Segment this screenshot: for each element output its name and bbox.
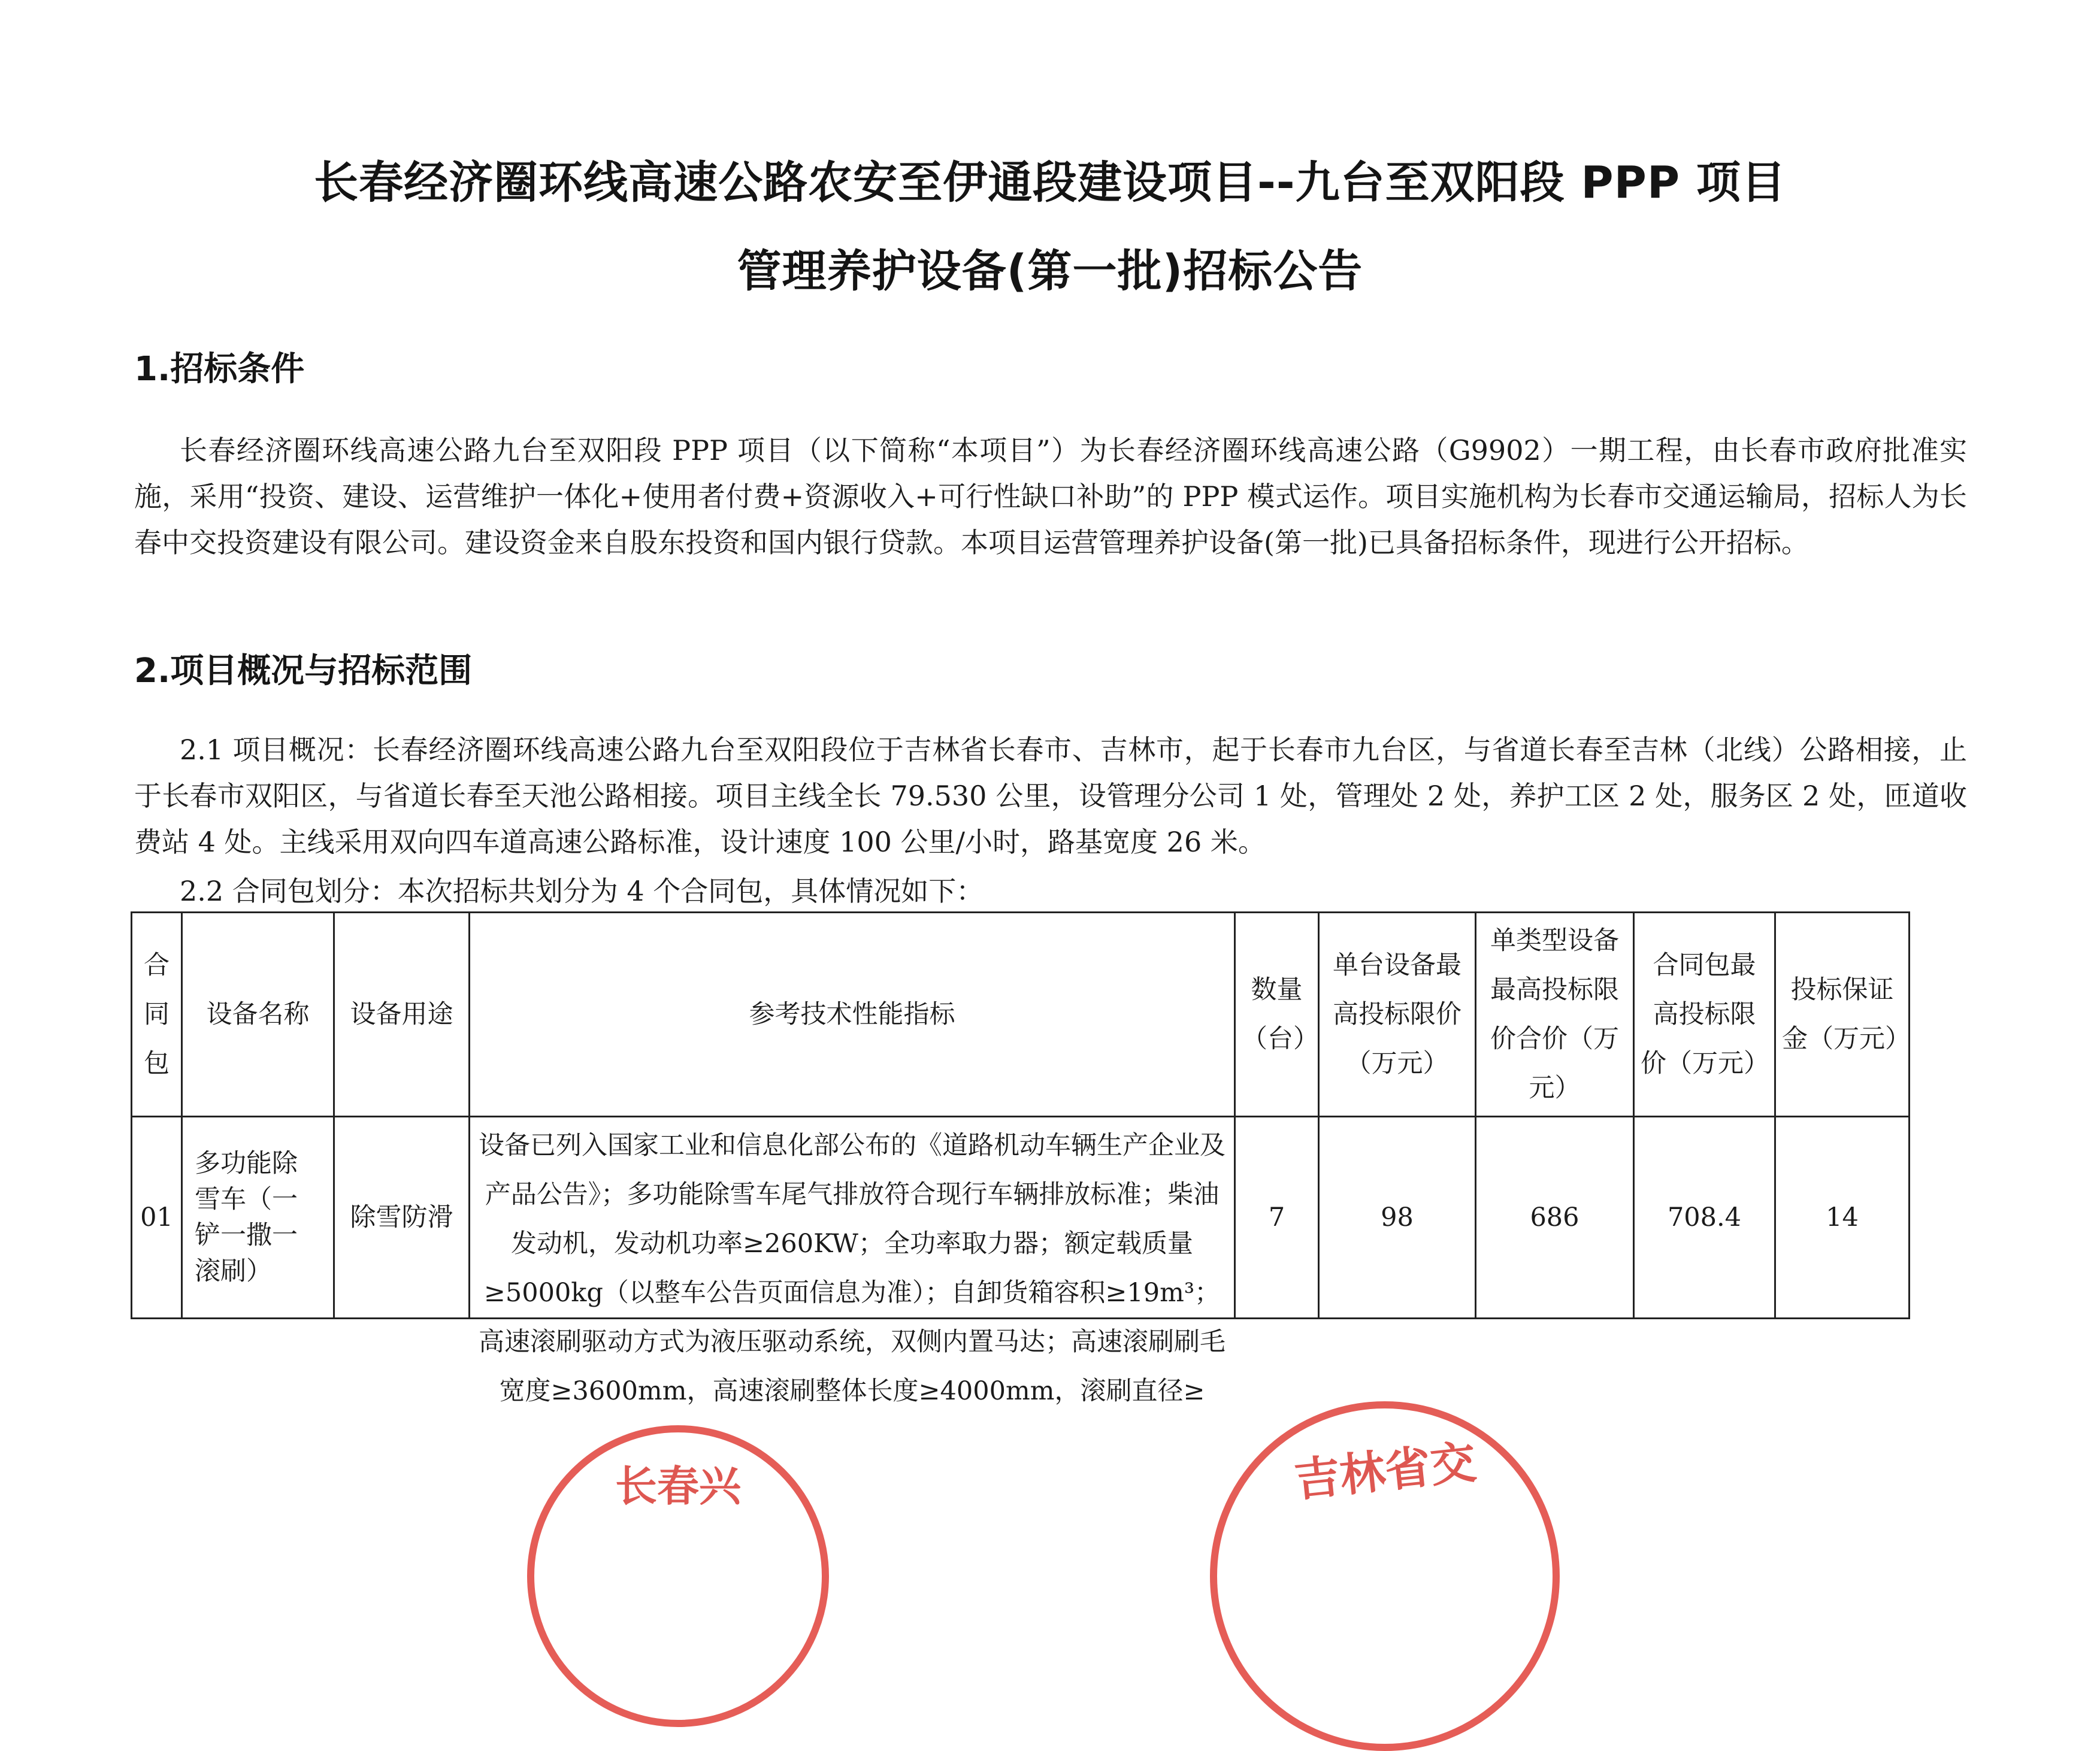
official-seal-left xyxy=(527,1425,829,1727)
cell-unit-price: 98 xyxy=(1319,1117,1476,1319)
project-overview-paragraph: 2.1 项目概况：长春经济圈环线高速公路九台至双阳段位于吉林省长春市、吉林市，起于长春市九台区，与省道长春至吉林（北线）公路相接，止于长春市双阳区，与省道长春至天池公路相接。项目主线全长 79.530 公里，设管理分公司 1 处，管理处 2 处，养护工区 2 处，服务区 2 处，匝道收费站 4 处。主线采用双向四车道高速公路标准，设计速度 100 公里/小时，路基宽度 26 米。 xyxy=(134,734,1967,858)
header-equipment-name: 设备名称 xyxy=(182,913,334,1117)
cell-quantity: 7 xyxy=(1235,1117,1319,1319)
cell-equipment-name: 多功能除雪车（一铲一撒一滚刷） xyxy=(182,1117,334,1319)
section1-paragraph: 长春经济圈环线高速公路九台至双阳段 PPP 项目（以下简称“本项目”）为长春经济圈环线高速公路（G9902）一期工程，由长春市政府批准实施，采用“投资、建设、运营维护一体化+使用者付费+资源收入+可行性缺口补助”的 PPP 模式运作。项目实施机构为长春市交通运输局，招标人为长春中交投资建设有限公司。建设资金来自股东投资和国内银行贷款。本项目运营管理养护设备(第一批)已具备招标条件，现进行公开招标。 xyxy=(134,434,1967,559)
header-spec: 参考技术性能指标 xyxy=(470,913,1235,1117)
cell-package-price: 708.4 xyxy=(1634,1117,1775,1319)
cell-deposit: 14 xyxy=(1775,1117,1910,1319)
cell-package: 01 xyxy=(132,1117,182,1319)
header-bid-deposit: 投标保证金（万元） xyxy=(1775,913,1910,1117)
header-quantity: 数量（台） xyxy=(1235,913,1319,1117)
official-seal-right xyxy=(1210,1401,1560,1751)
table-header-row xyxy=(132,913,1910,1117)
cell-type-price: 686 xyxy=(1476,1117,1634,1319)
seal-left-text: 长春兴 xyxy=(615,1462,741,1511)
header-type-price-limit: 单类型设备最高投标限价合价（万元） xyxy=(1476,913,1634,1117)
contract-intro-paragraph: 2.2 合同包划分：本次招标共划分为 4 个合同包，具体情况如下： xyxy=(180,875,984,907)
seal-right-text: 吉林省交 xyxy=(1291,1435,1479,1507)
table-row xyxy=(132,1117,1910,1319)
document-title-line1: 长春经济圈环线高速公路农安至伊通段建设项目--九台至双阳段 PPP 项目 xyxy=(314,157,1786,208)
spec-text: 设备已列入国家工业和信息化部公布的《道路机动车辆生产企业及产品公告》；多功能除雪车尾气排放符合现行车辆排放标准；柴油发动机，发动机功率≥260KW；全功率取力器；额定载质量≥5000kg（以整车公告页面信息为准）；自卸货箱容积≥19m³；高速滚刷驱动方式为液压驱动系统，双侧内置马达；高速滚刷刷毛宽度≥3600mm，高速滚刷整体长度≥4000mm，滚刷直径≥ xyxy=(479,1131,1225,1406)
header-contract-package: 合同包 xyxy=(132,913,182,1117)
section1-heading: 1.招标条件 xyxy=(134,350,305,389)
section2-heading: 2.项目概况与招标范围 xyxy=(134,652,473,690)
document-title-line2: 管理养护设备(第一批)招标公告 xyxy=(737,246,1363,297)
bid-table xyxy=(131,911,1911,1406)
header-unit-price-limit: 单台设备最高投标限价（万元） xyxy=(1319,913,1476,1117)
cell-equipment-use: 除雪防滑 xyxy=(334,1117,470,1319)
header-equipment-use: 设备用途 xyxy=(334,913,470,1117)
cell-spec xyxy=(470,1117,1235,1406)
header-package-price-limit: 合同包最高投标限价（万元） xyxy=(1634,913,1775,1117)
